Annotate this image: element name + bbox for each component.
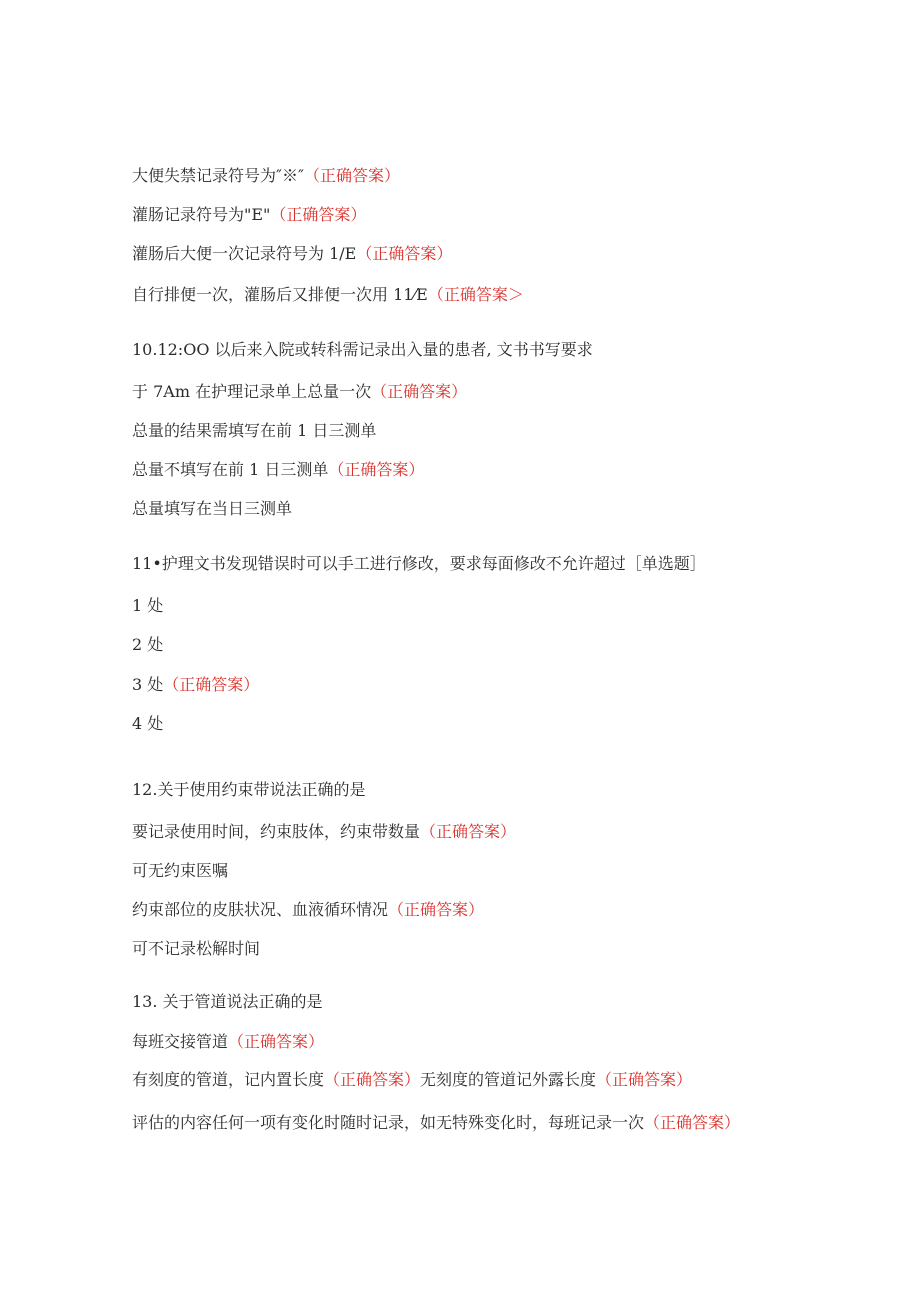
option-text: 评估的内容任何一项有变化时随时记录，如无特殊变化时，每班记录一次 [132,1113,645,1132]
option-line [132,899,484,921]
correct-answer-tag: （正确答案） [356,244,453,263]
option-text: 总量填写在当日三测单 [132,499,293,518]
option-text: 3 处 [132,675,164,694]
option-line [132,938,260,960]
question-title [132,339,593,361]
option-line [132,595,163,617]
correct-answer-tag: （正确答案） [163,675,260,694]
question-text: 12.关于使用约束带说法正确的是 [132,780,366,799]
option-line [132,634,163,656]
option-text: 自行排便一次，灌肠后又排便一次用 11⁄E [132,285,428,304]
option-text: 约束部位的皮肤状况、血液循环情况 [132,900,389,919]
option-line [132,420,376,442]
option-text: 大便失禁记录符号为″※″ [132,166,304,185]
option-text: 有刻度的管道，记内置长度 [132,1070,325,1089]
option-line [132,674,259,696]
option-text: 总量的结果需填写在前 1 日三测单 [132,421,377,440]
option-text: 灌肠记录符号为"E" [132,205,271,224]
correct-answer-tag: （正确答案） [303,166,400,185]
option-line [132,498,292,520]
option-line [132,860,228,882]
option-text: 可无约束医嘱 [132,861,229,880]
option-text: 总量不填写在前 1 日三测单 [132,460,329,479]
option-line [132,284,524,306]
option-text: 4 处 [132,714,164,733]
option-text: 2 处 [132,635,164,654]
option-line [132,204,366,226]
correct-answer-tag: （正确答案） [644,1113,741,1132]
option-text: 1 处 [132,596,164,615]
option-text: 可不记录松解时间 [132,939,261,958]
option-text: 于 7Am 在护理记录单上总量一次 [132,382,372,401]
question-text: 11•护理文书发现错误时可以手工进行修改，要求每面修改不允许超过［单选题］ [132,554,706,573]
correct-answer-tag: （正确答案） [324,1070,421,1089]
question-title [132,553,706,575]
option-line [132,713,163,735]
option-text: 无刻度的管道记外露长度 [420,1070,597,1089]
correct-answer-tag: （正确答案） [371,382,468,401]
correct-answer-tag: （正确答案） [328,460,425,479]
correct-answer-tag: （正确答案） [228,1032,325,1051]
option-line [132,459,424,481]
option-text: 要记录使用时间，约束肢体，约束带数量 [132,822,421,841]
option-line [132,1112,740,1134]
question-text: 10.12:OO 以后来入院或转科需记录出入量的患者, 文书书写要求 [132,340,593,359]
correct-answer-tag: （正确答案） [270,205,367,224]
option-text: 每班交接管道 [132,1032,229,1051]
option-line [132,165,400,187]
correct-answer-tag: （正确答案＞ [427,285,524,304]
option-line [132,1031,324,1053]
option-line [132,1069,692,1091]
option-text: 灌肠后大便一次记录符号为 1/E [132,244,357,263]
question-title [132,991,323,1013]
option-line [132,821,516,843]
correct-answer-tag: （正确答案） [596,1070,693,1089]
option-line [132,243,452,265]
question-text: 13. 关于管道说法正确的是 [132,992,323,1011]
correct-answer-tag: （正确答案） [388,900,485,919]
question-title [132,779,365,801]
option-line [132,381,467,403]
correct-answer-tag: （正确答案） [420,822,517,841]
